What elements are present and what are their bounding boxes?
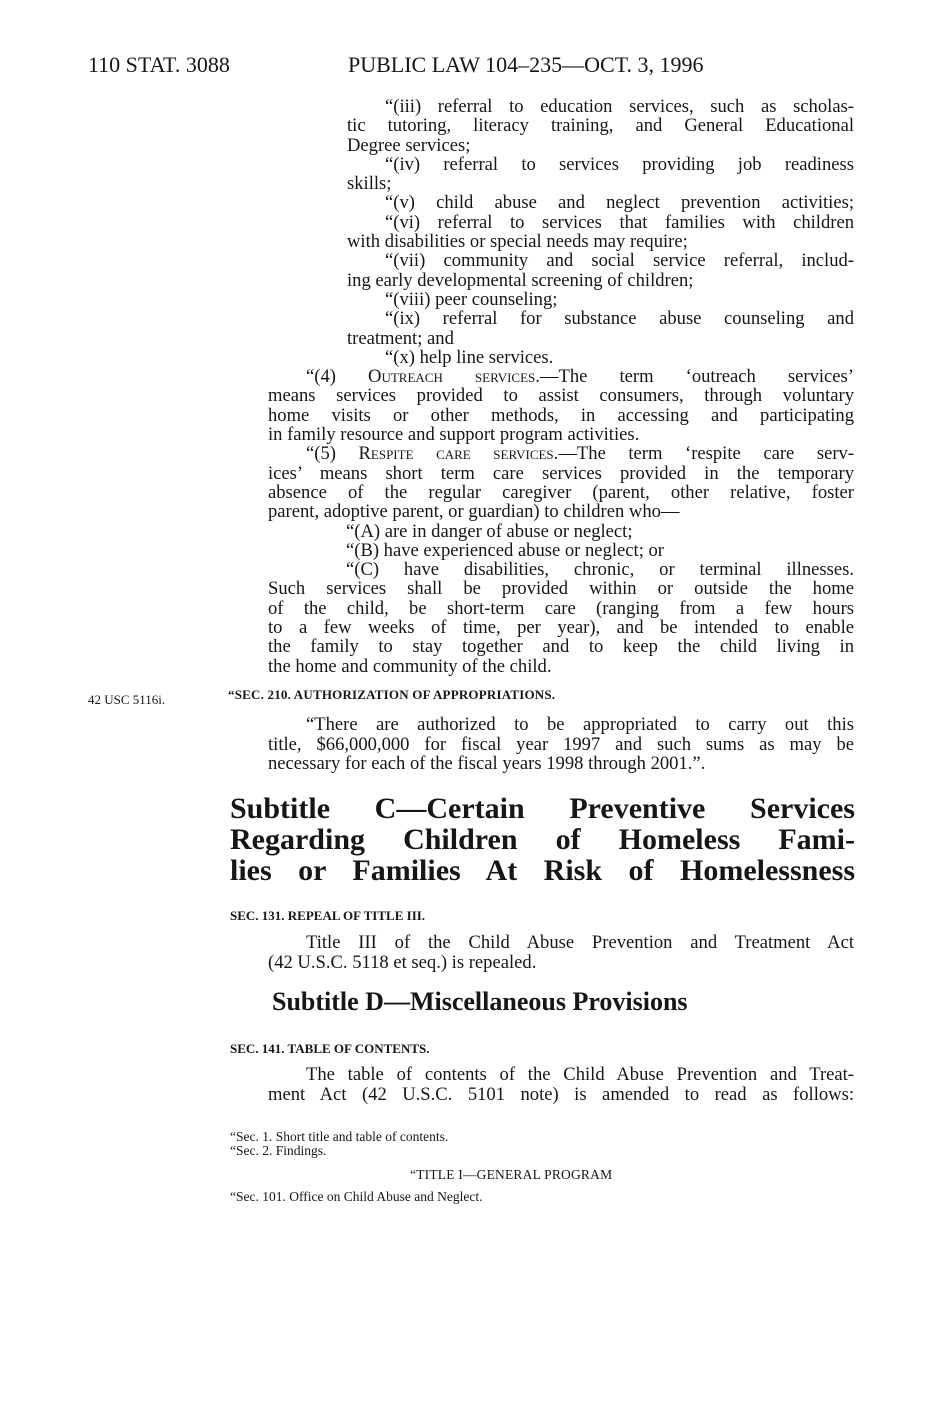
section-141-heading: SEC. 141. TABLE OF CONTENTS. bbox=[230, 1041, 430, 1056]
respite-closing-line: the home and community of the child. bbox=[268, 655, 552, 677]
service-item-line: “(x) help line services. bbox=[385, 346, 554, 368]
definition-prefix: “(5) bbox=[306, 443, 359, 465]
service-item-line: skills; bbox=[347, 173, 392, 195]
section-131-body bbox=[268, 933, 854, 972]
service-item-vii bbox=[268, 251, 854, 290]
service-item-iii bbox=[268, 97, 854, 155]
service-item-vi bbox=[268, 213, 854, 252]
service-item-line: “(iv) referral to services providing job readiness bbox=[385, 153, 854, 175]
toc-entry: “Sec. 2. Findings. bbox=[230, 1143, 327, 1158]
defined-term: Respite care services bbox=[358, 443, 554, 465]
definition-line: in family resource and support program activities. bbox=[268, 424, 640, 446]
definition-first-line bbox=[268, 367, 854, 386]
service-item-line: “(vii) community and social service referral, includ- bbox=[385, 250, 854, 272]
respite-closing-line: the family to stay together and to keep the child living in bbox=[268, 636, 854, 658]
service-item-line: treatment; and bbox=[347, 327, 454, 349]
respite-closing-line: of the child, be short-term care (ranging from a few hours bbox=[268, 597, 854, 619]
definition-text: .—The term ‘outreach services’ bbox=[535, 366, 854, 388]
definition-prefix: “(4) bbox=[306, 366, 369, 388]
toc-entry: “Sec. 101. Office on Child Abuse and Neglect. bbox=[230, 1189, 483, 1204]
section-131-line: Title III of the Child Abuse Prevention and Treatment Act bbox=[306, 932, 854, 953]
main-text-column bbox=[228, 96, 854, 774]
definition-text: .—The term ‘respite care serv- bbox=[553, 443, 854, 465]
respite-item-c: “(C) have disabilities, chronic, or terminal illnesses. bbox=[346, 559, 854, 581]
section-210-body bbox=[268, 715, 854, 773]
service-item-iv bbox=[268, 155, 854, 194]
section-210-line: “There are authorized to be appropriated to carry out this bbox=[306, 714, 854, 736]
definition-respite-care-services bbox=[268, 444, 854, 676]
service-item-line: ing early developmental screening of children; bbox=[347, 269, 694, 291]
service-item-line: “(iii) referral to education services, such as scholas- bbox=[385, 96, 854, 117]
section-210-line: title, $66,000,000 for fiscal year 1997 and such sums as may be bbox=[268, 733, 854, 755]
respite-item-a: “(A) are in danger of abuse or neglect; bbox=[346, 520, 633, 542]
definition-line: home visits or other methods, in accessing and participating bbox=[268, 404, 854, 426]
section-131-line: (42 U.S.C. 5118 et seq.) is repealed. bbox=[268, 951, 537, 973]
running-head-stat: 110 STAT. 3088 bbox=[88, 52, 230, 77]
definition-line: ices’ means short term care services provided in the temporary bbox=[268, 462, 854, 484]
toc-title-heading: “TITLE I—GENERAL PROGRAM bbox=[410, 1167, 613, 1182]
service-item-ix bbox=[268, 309, 854, 348]
section-210-heading: “SEC. 210. AUTHORIZATION OF APPROPRIATIONS. bbox=[228, 686, 556, 702]
definition-line: means services provided to assist consumers, through voluntary bbox=[268, 385, 854, 407]
respite-item-b: “(B) have experienced abuse or neglect; or bbox=[346, 539, 665, 561]
subtitle-c-line: lies or Families At Risk of Homelessness bbox=[230, 854, 855, 887]
service-item-viii bbox=[268, 290, 854, 309]
section-141-line: The table of contents of the Child Abuse Prevention and Treat- bbox=[306, 1064, 854, 1085]
service-item-line: “(vi) referral to services that families with children bbox=[385, 211, 854, 233]
service-item-line: “(v) child abuse and neglect prevention activities; bbox=[385, 192, 854, 214]
definition-line: absence of the regular caregiver (parent, other relative, foster bbox=[268, 481, 854, 503]
subtitle-c-heading bbox=[230, 793, 855, 886]
definition-first-line bbox=[268, 444, 854, 463]
service-item-v bbox=[268, 193, 854, 212]
definition-outreach-services bbox=[268, 367, 854, 444]
defined-term: Outreach services bbox=[368, 366, 536, 388]
definition-line: parent, adoptive parent, or guardian) to children who— bbox=[268, 501, 680, 523]
service-item-x bbox=[268, 348, 854, 367]
service-item-line: “(viii) peer counseling; bbox=[385, 288, 558, 310]
service-item-line: Degree services; bbox=[347, 134, 471, 156]
section-141-line: ment Act (42 U.S.C. 5101 note) is amended to read as follows: bbox=[268, 1083, 854, 1105]
service-item-line: with disabilities or special needs may require; bbox=[347, 231, 688, 253]
section-141-body bbox=[268, 1065, 854, 1104]
service-item-line: “(ix) referral for substance abuse counseling and bbox=[385, 308, 854, 330]
subtitle-c-line: Regarding Children of Homeless Fami- bbox=[230, 823, 855, 856]
running-head-title: PUBLIC LAW 104–235—OCT. 3, 1996 bbox=[348, 52, 704, 77]
subtitle-c-line: Subtitle C—Certain Preventive Services bbox=[230, 792, 855, 825]
toc-entry: “Sec. 1. Short title and table of contents. bbox=[230, 1129, 449, 1144]
subtitle-d-heading: Subtitle D—Miscellaneous Provisions bbox=[272, 987, 688, 1016]
section-131-heading: SEC. 131. REPEAL OF TITLE III. bbox=[230, 908, 426, 923]
section-210-line: necessary for each of the fiscal years 1998 through 2001.”. bbox=[268, 752, 706, 774]
margin-citation: 42 USC 5116i. bbox=[88, 692, 166, 707]
respite-closing-line: to a few weeks of time, per year), and be intended to enable bbox=[268, 617, 854, 639]
respite-closing-line: Such services shall be provided within or outside the home bbox=[268, 578, 854, 600]
service-item-line: tic tutoring, literacy training, and General Educational bbox=[347, 115, 854, 137]
